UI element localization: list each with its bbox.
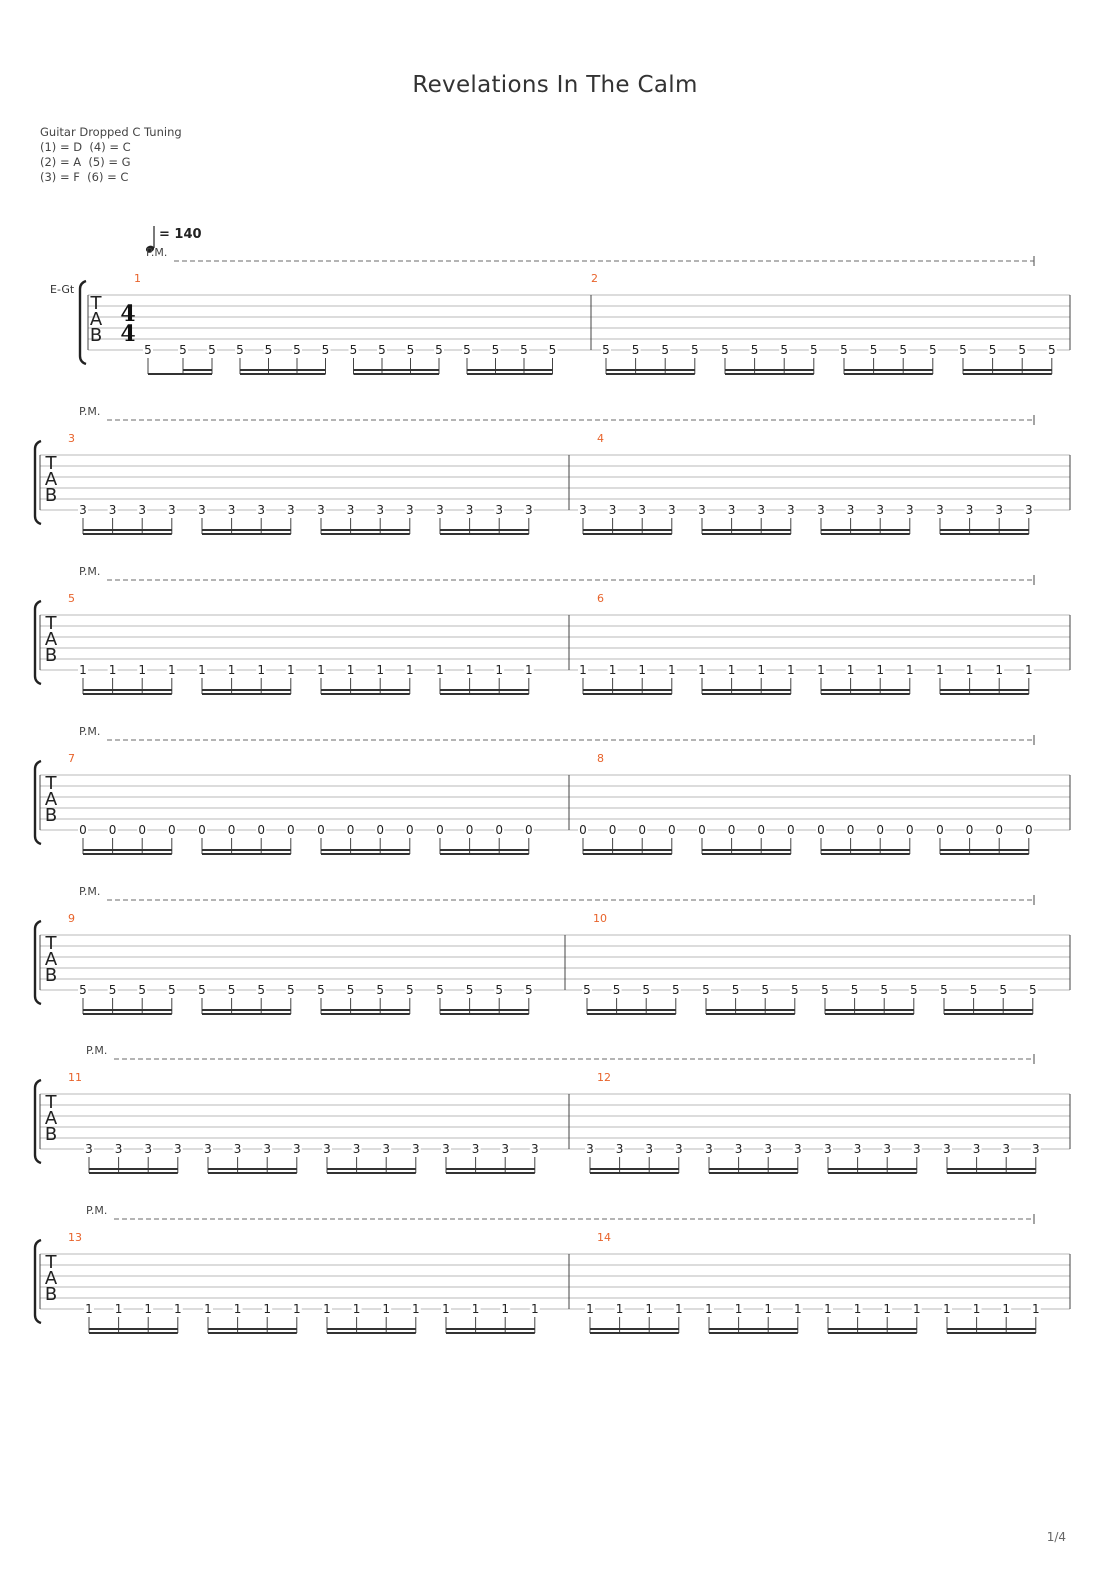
measure-number: 10 xyxy=(593,912,607,925)
fret-number: 5 xyxy=(850,983,859,997)
fret-number: 3 xyxy=(764,1142,773,1156)
fret-number: 1 xyxy=(138,663,147,677)
fret-number: 3 xyxy=(727,503,736,517)
fret-number: 3 xyxy=(905,503,914,517)
palm-mute-label: P.M. xyxy=(86,1204,108,1217)
fret-number: 5 xyxy=(435,343,443,357)
fret-number: 5 xyxy=(495,983,504,997)
fret-number: 1 xyxy=(936,663,944,677)
fret-number: 3 xyxy=(786,503,795,517)
fret-number: 5 xyxy=(731,983,740,997)
fret-number: 0 xyxy=(346,823,355,837)
fret-number: 3 xyxy=(471,1142,480,1156)
fret-number: 3 xyxy=(108,503,117,517)
fret-number: 3 xyxy=(405,503,414,517)
fret-number: 3 xyxy=(883,1142,892,1156)
fret-number: 1 xyxy=(257,663,266,677)
fret-number: 1 xyxy=(465,663,474,677)
fret-number: 5 xyxy=(583,983,591,997)
fret-number: 3 xyxy=(615,1142,624,1156)
fret-number: 1 xyxy=(352,1302,361,1316)
measure-number: 7 xyxy=(68,752,75,765)
fret-number: 3 xyxy=(667,503,676,517)
fret-number: 3 xyxy=(972,1142,981,1156)
fret-number: 3 xyxy=(352,1142,361,1156)
tuning-line: (1) = D (4) = C xyxy=(40,140,131,154)
fret-number: 5 xyxy=(144,343,152,357)
fret-number: 5 xyxy=(899,343,908,357)
fret-number: 1 xyxy=(411,1302,420,1316)
fret-number: 1 xyxy=(638,663,647,677)
measure-number: 2 xyxy=(591,272,598,285)
fret-number: 5 xyxy=(548,343,557,357)
fret-number: 0 xyxy=(198,823,206,837)
fret-number: 5 xyxy=(999,983,1008,997)
fret-number: 1 xyxy=(436,663,444,677)
tab-letter: T xyxy=(45,933,57,954)
palm-mute-label: P.M. xyxy=(79,565,101,578)
fret-number: 0 xyxy=(465,823,474,837)
fret-number: 3 xyxy=(286,503,295,517)
fret-number: 5 xyxy=(208,343,216,357)
measure-number: 11 xyxy=(68,1071,82,1084)
fret-number: 1 xyxy=(912,1302,921,1316)
fret-number: 5 xyxy=(198,983,206,997)
measure-number: 8 xyxy=(597,752,604,765)
fret-number: 3 xyxy=(442,1142,450,1156)
fret-number: 5 xyxy=(465,983,474,997)
fret-number: 0 xyxy=(79,823,87,837)
fret-number: 1 xyxy=(227,663,236,677)
tab-letter: A xyxy=(89,309,103,330)
tab-letter: B xyxy=(89,325,103,346)
fret-number: 3 xyxy=(263,1142,272,1156)
fret-number: 1 xyxy=(198,663,206,677)
fret-number: 0 xyxy=(876,823,885,837)
fret-number: 3 xyxy=(138,503,147,517)
fret-number: 0 xyxy=(905,823,914,837)
fret-number: 5 xyxy=(405,983,414,997)
fret-number: 3 xyxy=(257,503,266,517)
fret-number: 5 xyxy=(321,343,330,357)
fret-number: 1 xyxy=(846,663,855,677)
fret-number: 1 xyxy=(263,1302,272,1316)
fret-number: 3 xyxy=(846,503,855,517)
fret-number: 3 xyxy=(943,1142,951,1156)
palm-mute-label: P.M. xyxy=(86,1044,108,1057)
fret-number: 5 xyxy=(869,343,878,357)
tab-letter: B xyxy=(44,1124,58,1145)
fret-number: 5 xyxy=(790,983,799,997)
fret-number: 0 xyxy=(698,823,706,837)
fret-number: 5 xyxy=(602,343,610,357)
fret-number: 5 xyxy=(612,983,621,997)
tab-letter: A xyxy=(44,1108,58,1129)
fret-number: 5 xyxy=(928,343,937,357)
fret-number: 1 xyxy=(817,663,825,677)
fret-number: 0 xyxy=(608,823,617,837)
fret-number: 5 xyxy=(750,343,759,357)
fret-number: 1 xyxy=(905,663,914,677)
fret-number: 3 xyxy=(411,1142,420,1156)
fret-number: 3 xyxy=(204,1142,212,1156)
fret-number: 0 xyxy=(138,823,147,837)
fret-number: 1 xyxy=(698,663,706,677)
fret-number: 5 xyxy=(702,983,710,997)
fret-number: 5 xyxy=(988,343,997,357)
fret-number: 1 xyxy=(786,663,795,677)
instrument-name: E-Gt xyxy=(50,283,75,296)
fret-number: 5 xyxy=(378,343,386,357)
fret-number: 0 xyxy=(257,823,266,837)
fret-number: 3 xyxy=(227,503,236,517)
fret-number: 5 xyxy=(236,343,244,357)
fret-number: 3 xyxy=(638,503,647,517)
fret-number: 3 xyxy=(876,503,885,517)
fret-number: 3 xyxy=(608,503,617,517)
fret-number: 1 xyxy=(286,663,295,677)
fret-number: 3 xyxy=(936,503,944,517)
fret-number: 1 xyxy=(382,1302,391,1316)
fret-number: 5 xyxy=(317,983,325,997)
fret-number: 3 xyxy=(85,1142,93,1156)
fret-number: 1 xyxy=(943,1302,951,1316)
time-signature-top: 4 xyxy=(120,301,136,327)
fret-number: 5 xyxy=(179,343,187,357)
tab-letter: A xyxy=(44,789,58,810)
tab-letter: B xyxy=(44,645,58,666)
measure-number: 12 xyxy=(597,1071,611,1084)
fret-number: 5 xyxy=(661,343,670,357)
fret-number: 1 xyxy=(167,663,176,677)
fret-number: 3 xyxy=(198,503,206,517)
fret-number: 5 xyxy=(959,343,967,357)
fret-number: 3 xyxy=(167,503,176,517)
fret-number: 1 xyxy=(79,663,87,677)
fret-number: 5 xyxy=(821,983,829,997)
fret-number: 3 xyxy=(233,1142,242,1156)
fret-number: 1 xyxy=(233,1302,242,1316)
fret-number: 3 xyxy=(734,1142,743,1156)
palm-mute-label: P.M. xyxy=(79,885,101,898)
tab-letter: T xyxy=(45,613,57,634)
fret-number: 5 xyxy=(406,343,415,357)
fret-number: 3 xyxy=(1024,503,1033,517)
fret-number: 5 xyxy=(436,983,444,997)
fret-number: 3 xyxy=(579,503,587,517)
fret-number: 3 xyxy=(144,1142,153,1156)
fret-number: 1 xyxy=(1002,1302,1011,1316)
tab-letter: A xyxy=(44,1268,58,1289)
fret-number: 1 xyxy=(173,1302,182,1316)
fret-number: 1 xyxy=(608,663,617,677)
fret-number: 1 xyxy=(114,1302,123,1316)
fret-number: 1 xyxy=(645,1302,654,1316)
fret-number: 0 xyxy=(286,823,295,837)
fret-number: 0 xyxy=(405,823,414,837)
fret-number: 3 xyxy=(501,1142,510,1156)
fret-number: 5 xyxy=(227,983,236,997)
fret-number: 0 xyxy=(317,823,325,837)
fret-number: 3 xyxy=(1031,1142,1040,1156)
measure-number: 13 xyxy=(68,1231,82,1244)
tab-letter: T xyxy=(45,773,57,794)
fret-number: 5 xyxy=(108,983,117,997)
fret-number: 5 xyxy=(346,983,355,997)
fret-number: 5 xyxy=(1018,343,1027,357)
measure-number: 6 xyxy=(597,592,604,605)
fret-number: 0 xyxy=(667,823,676,837)
fret-number: 1 xyxy=(376,663,385,677)
fret-number: 1 xyxy=(501,1302,510,1316)
fret-number: 0 xyxy=(757,823,766,837)
fret-number: 3 xyxy=(705,1142,713,1156)
fret-number: 3 xyxy=(757,503,766,517)
fret-number: 3 xyxy=(824,1142,832,1156)
measure-number: 14 xyxy=(597,1231,611,1244)
fret-number: 0 xyxy=(936,823,944,837)
fret-number: 5 xyxy=(642,983,651,997)
fret-number: 0 xyxy=(108,823,117,837)
fret-number: 5 xyxy=(167,983,176,997)
fret-number: 0 xyxy=(524,823,533,837)
fret-number: 3 xyxy=(173,1142,182,1156)
fret-number: 3 xyxy=(817,503,825,517)
fret-number: 1 xyxy=(995,663,1004,677)
palm-mute-label: P.M. xyxy=(79,405,101,418)
fret-number: 5 xyxy=(880,983,889,997)
fret-number: 3 xyxy=(465,503,474,517)
fret-number: 1 xyxy=(764,1302,773,1316)
fret-number: 5 xyxy=(524,983,533,997)
tuning-line: (3) = F (6) = C xyxy=(40,170,129,184)
fret-number: 1 xyxy=(586,1302,594,1316)
fret-number: 1 xyxy=(965,663,974,677)
fret-number: 3 xyxy=(995,503,1004,517)
fret-number: 1 xyxy=(471,1302,480,1316)
fret-number: 1 xyxy=(1031,1302,1040,1316)
tempo-marking: = 140 xyxy=(159,227,202,242)
fret-number: 1 xyxy=(793,1302,802,1316)
measure-number: 4 xyxy=(597,432,604,445)
fret-number: 5 xyxy=(1047,343,1056,357)
fret-number: 5 xyxy=(520,343,528,357)
fret-number: 1 xyxy=(108,663,117,677)
fret-number: 1 xyxy=(204,1302,212,1316)
fret-number: 5 xyxy=(969,983,978,997)
system-bracket xyxy=(80,281,86,364)
fret-number: 1 xyxy=(705,1302,713,1316)
fret-number: 3 xyxy=(376,503,385,517)
measure-number: 1 xyxy=(134,272,141,285)
palm-mute-label: P.M. xyxy=(146,246,168,259)
fret-number: 5 xyxy=(79,983,87,997)
fret-number: 5 xyxy=(463,343,471,357)
fret-number: 3 xyxy=(114,1142,123,1156)
fret-number: 5 xyxy=(286,983,295,997)
fret-number: 5 xyxy=(257,983,266,997)
fret-number: 1 xyxy=(405,663,414,677)
fret-number: 1 xyxy=(853,1302,862,1316)
tab-letter: A xyxy=(44,629,58,650)
tab-letter: B xyxy=(44,1284,58,1305)
fret-number: 0 xyxy=(376,823,385,837)
fret-number: 0 xyxy=(436,823,444,837)
fret-number: 0 xyxy=(965,823,974,837)
tab-letter: T xyxy=(45,453,57,474)
fret-number: 5 xyxy=(293,343,301,357)
tab-letter: T xyxy=(45,1092,57,1113)
fret-number: 3 xyxy=(586,1142,594,1156)
fret-number: 3 xyxy=(79,503,87,517)
fret-number: 1 xyxy=(876,663,885,677)
fret-number: 3 xyxy=(323,1142,331,1156)
fret-number: 0 xyxy=(786,823,795,837)
tab-letter: B xyxy=(44,965,58,986)
fret-number: 3 xyxy=(436,503,444,517)
fret-number: 3 xyxy=(495,503,504,517)
fret-number: 5 xyxy=(940,983,948,997)
fret-number: 1 xyxy=(757,663,766,677)
tuning-line: (2) = A (5) = G xyxy=(40,155,131,169)
fret-number: 1 xyxy=(530,1302,539,1316)
fret-number: 1 xyxy=(495,663,504,677)
fret-number: 1 xyxy=(824,1302,832,1316)
fret-number: 1 xyxy=(442,1302,450,1316)
fret-number: 3 xyxy=(674,1142,683,1156)
fret-number: 0 xyxy=(817,823,825,837)
fret-number: 1 xyxy=(667,663,676,677)
fret-number: 5 xyxy=(761,983,770,997)
fret-number: 0 xyxy=(995,823,1004,837)
fret-number: 0 xyxy=(846,823,855,837)
fret-number: 1 xyxy=(144,1302,153,1316)
fret-number: 5 xyxy=(780,343,789,357)
fret-number: 5 xyxy=(349,343,358,357)
fret-number: 3 xyxy=(965,503,974,517)
fret-number: 5 xyxy=(671,983,680,997)
palm-mute-label: P.M. xyxy=(79,725,101,738)
fret-number: 5 xyxy=(491,343,500,357)
fret-number: 1 xyxy=(674,1302,683,1316)
fret-number: 5 xyxy=(721,343,729,357)
fret-number: 1 xyxy=(734,1302,743,1316)
fret-number: 5 xyxy=(264,343,273,357)
song-title: Revelations In The Calm xyxy=(412,72,698,98)
fret-number: 3 xyxy=(698,503,706,517)
fret-number: 5 xyxy=(1028,983,1037,997)
fret-number: 0 xyxy=(227,823,236,837)
tuning-heading: Guitar Dropped C Tuning xyxy=(40,125,182,139)
fret-number: 5 xyxy=(809,343,818,357)
fret-number: 1 xyxy=(292,1302,301,1316)
fret-number: 1 xyxy=(323,1302,331,1316)
fret-number: 3 xyxy=(292,1142,301,1156)
fret-number: 3 xyxy=(524,503,533,517)
fret-number: 1 xyxy=(317,663,325,677)
fret-number: 0 xyxy=(638,823,647,837)
fret-number: 1 xyxy=(883,1302,892,1316)
fret-number: 3 xyxy=(793,1142,802,1156)
fret-number: 3 xyxy=(853,1142,862,1156)
fret-number: 1 xyxy=(346,663,355,677)
fret-number: 1 xyxy=(524,663,533,677)
fret-number: 0 xyxy=(727,823,736,837)
fret-number: 5 xyxy=(909,983,918,997)
tab-letter: B xyxy=(44,485,58,506)
fret-number: 1 xyxy=(85,1302,93,1316)
fret-number: 0 xyxy=(579,823,587,837)
fret-number: 3 xyxy=(645,1142,654,1156)
measure-number: 9 xyxy=(68,912,75,925)
tab-letter: A xyxy=(44,949,58,970)
measure-number: 5 xyxy=(68,592,75,605)
fret-number: 3 xyxy=(346,503,355,517)
fret-number: 1 xyxy=(727,663,736,677)
fret-number: 3 xyxy=(1002,1142,1011,1156)
fret-number: 5 xyxy=(631,343,640,357)
fret-number: 1 xyxy=(1024,663,1033,677)
fret-number: 3 xyxy=(317,503,325,517)
fret-number: 3 xyxy=(530,1142,539,1156)
fret-number: 1 xyxy=(579,663,587,677)
measure-number: 3 xyxy=(68,432,75,445)
fret-number: 0 xyxy=(167,823,176,837)
page-number: 1/4 xyxy=(1046,1530,1066,1544)
fret-number: 3 xyxy=(912,1142,921,1156)
fret-number: 5 xyxy=(690,343,699,357)
tab-letter: B xyxy=(44,805,58,826)
fret-number: 0 xyxy=(495,823,504,837)
fret-number: 1 xyxy=(615,1302,624,1316)
tab-letter: T xyxy=(45,1252,57,1273)
tab-letter: A xyxy=(44,469,58,490)
time-signature-bottom: 4 xyxy=(120,321,136,347)
fret-number: 5 xyxy=(840,343,848,357)
tab-letter: T xyxy=(90,293,102,314)
fret-number: 3 xyxy=(382,1142,391,1156)
fret-number: 5 xyxy=(138,983,147,997)
fret-number: 1 xyxy=(972,1302,981,1316)
fret-number: 0 xyxy=(1024,823,1033,837)
fret-number: 5 xyxy=(376,983,385,997)
